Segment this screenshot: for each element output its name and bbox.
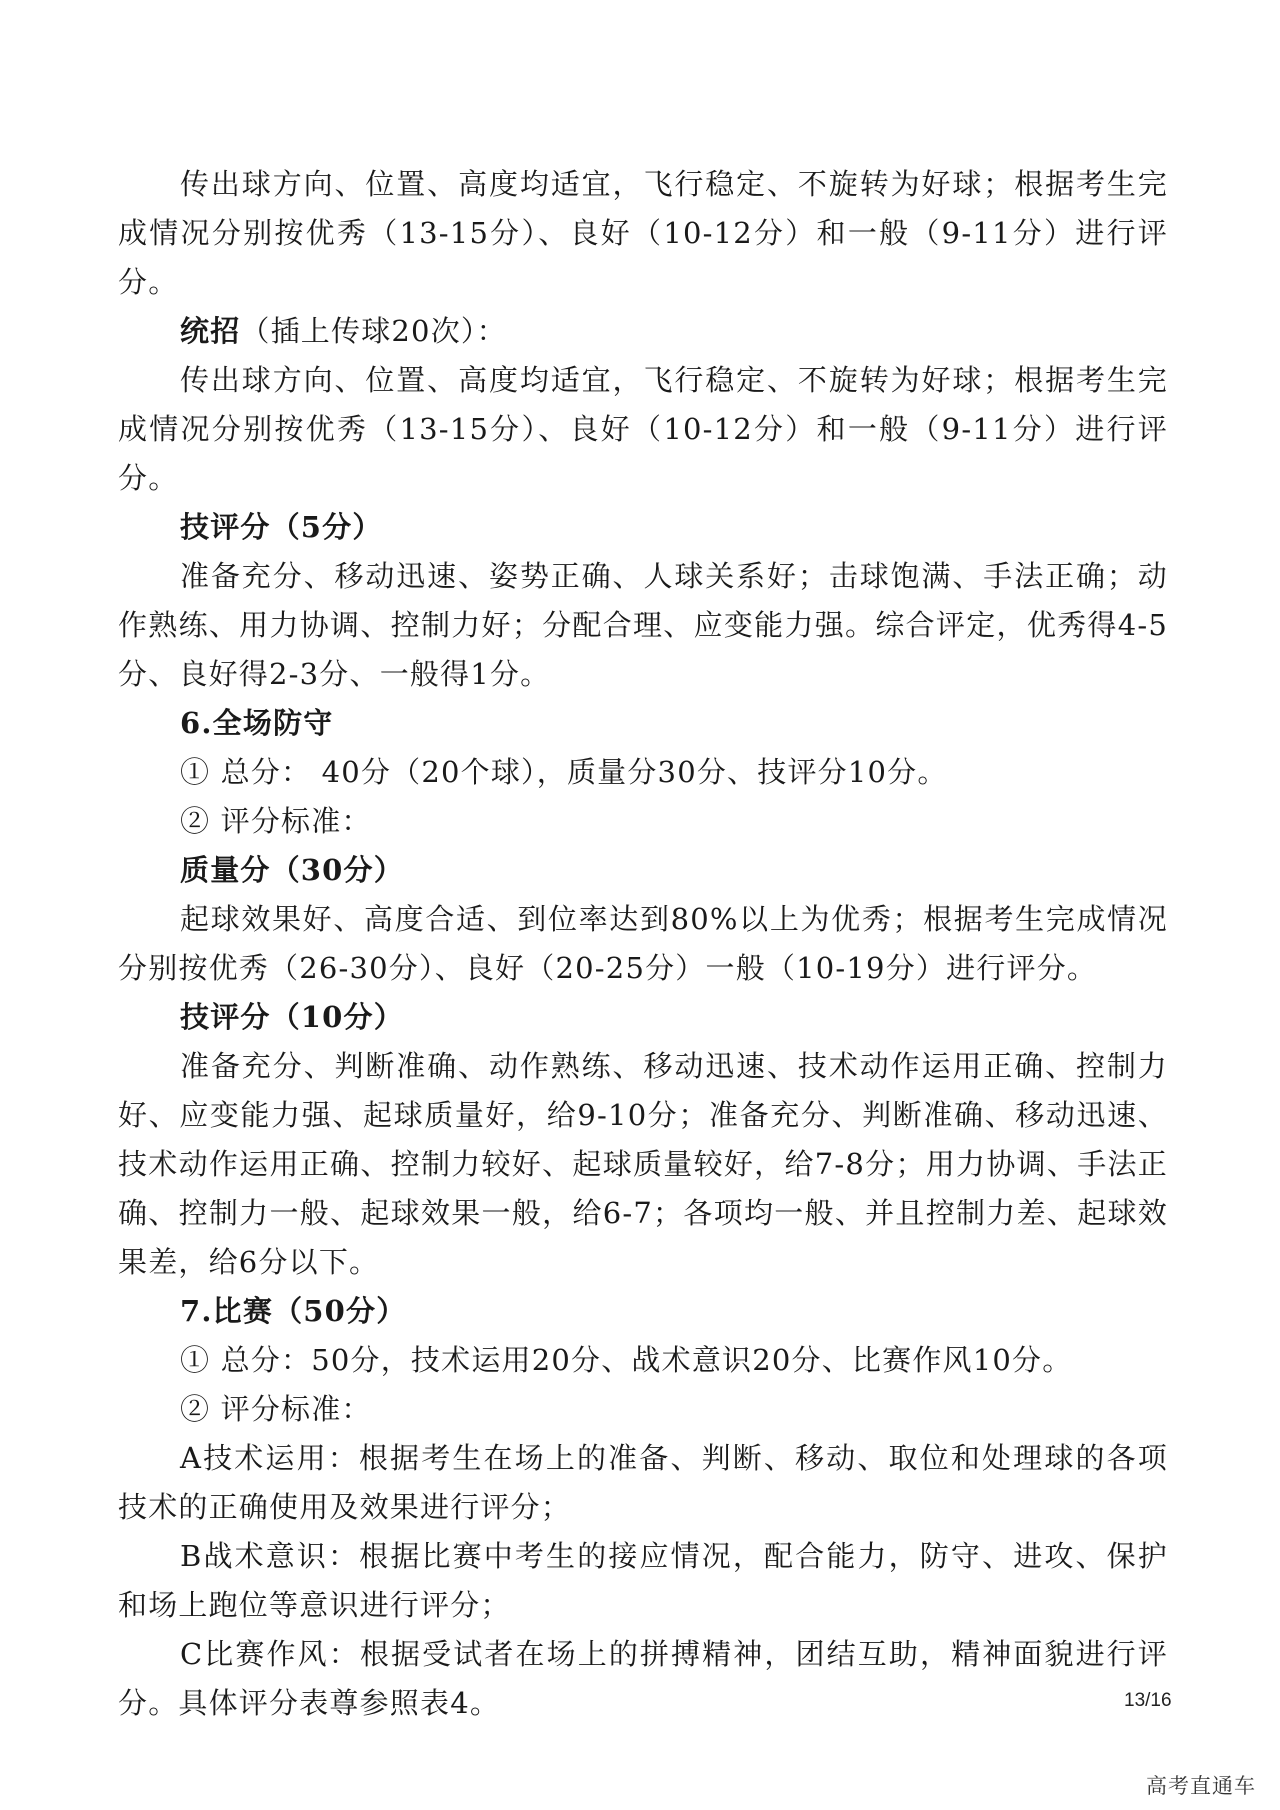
paragraph-match-total: ① 总分：50分，技术运用20分、战术意识20分、比赛作风10分。 bbox=[180, 1343, 1073, 1377]
heading-bold: 统招 bbox=[180, 314, 241, 348]
heading-jipingfen-10: 技评分（10分） bbox=[180, 1000, 404, 1034]
paragraph-5: 准备充分、判断准确、动作熟练、移动迅速、技术动作运用正确、控制力好、应变能力强、起球质量好，给9-10分；准备充分、判断准确、移动迅速、技术动作运用正确、控制力较好、起球质量较好，给7-8分；用力协调、手法正确、控制力一般、起球效果一般，给6-7；各项均一般、并且控制力差、起球效果差，给6分以下。 bbox=[118, 1049, 1168, 1279]
document-body bbox=[118, 160, 1168, 1728]
paragraph-total-score: ① 总分： 40分（20个球），质量分30分、技评分10分。 bbox=[180, 755, 948, 789]
watermark: 高考直通车 bbox=[1146, 1774, 1256, 1798]
heading-bisai: 7.比赛（50分） bbox=[180, 1294, 407, 1328]
paragraph-style: C比赛作风：根据受试者在场上的拼搏精神，团结互助，精神面貌进行评分。具体评分表尊参照表4。 bbox=[118, 1637, 1168, 1720]
paragraph-tactics: B战术意识：根据比赛中考生的接应情况，配合能力，防守、进攻、保护和场上跑位等意识进行评分； bbox=[118, 1539, 1168, 1622]
heading-rest: （插上传球20次）： bbox=[240, 314, 507, 348]
paragraph-1: 传出球方向、位置、高度均适宜，飞行稳定、不旋转为好球；根据考生完成情况分别按优秀（13-15分）、良好（10-12分）和一般（9-11分）进行评分。 bbox=[118, 167, 1168, 299]
paragraph-criteria: ② 评分标准： bbox=[180, 804, 372, 838]
paragraph-4: 起球效果好、高度合适、到位率达到80%以上为优秀；根据考生完成情况分别按优秀（26-30分）、良好（20-25分）一般（10-19分）进行评分。 bbox=[118, 902, 1168, 985]
heading-zhiliangfen: 质量分（30分） bbox=[180, 853, 404, 887]
heading-quanchang-fangshou: 6.全场防守 bbox=[180, 706, 334, 740]
paragraph-2: 传出球方向、位置、高度均适宜，飞行稳定、不旋转为好球；根据考生完成情况分别按优秀（13-15分）、良好（10-12分）和一般（9-11分）进行评分。 bbox=[118, 363, 1168, 495]
page-number: 13/16 bbox=[1124, 1690, 1172, 1711]
paragraph-technique: A技术运用：根据考生在场上的准备、判断、移动、取位和处理球的各项技术的正确使用及效果进行评分； bbox=[118, 1441, 1168, 1524]
heading-jipingfen-5: 技评分（5分） bbox=[180, 510, 383, 544]
paragraph-3: 准备充分、移动迅速、姿势正确、人球关系好；击球饱满、手法正确；动作熟练、用力协调、控制力好；分配合理、应变能力强。综合评定，优秀得4-5分、良好得2-3分、一般得1分。 bbox=[118, 559, 1168, 691]
heading-tongzhao bbox=[118, 307, 1168, 356]
paragraph-match-criteria: ② 评分标准： bbox=[180, 1392, 372, 1426]
